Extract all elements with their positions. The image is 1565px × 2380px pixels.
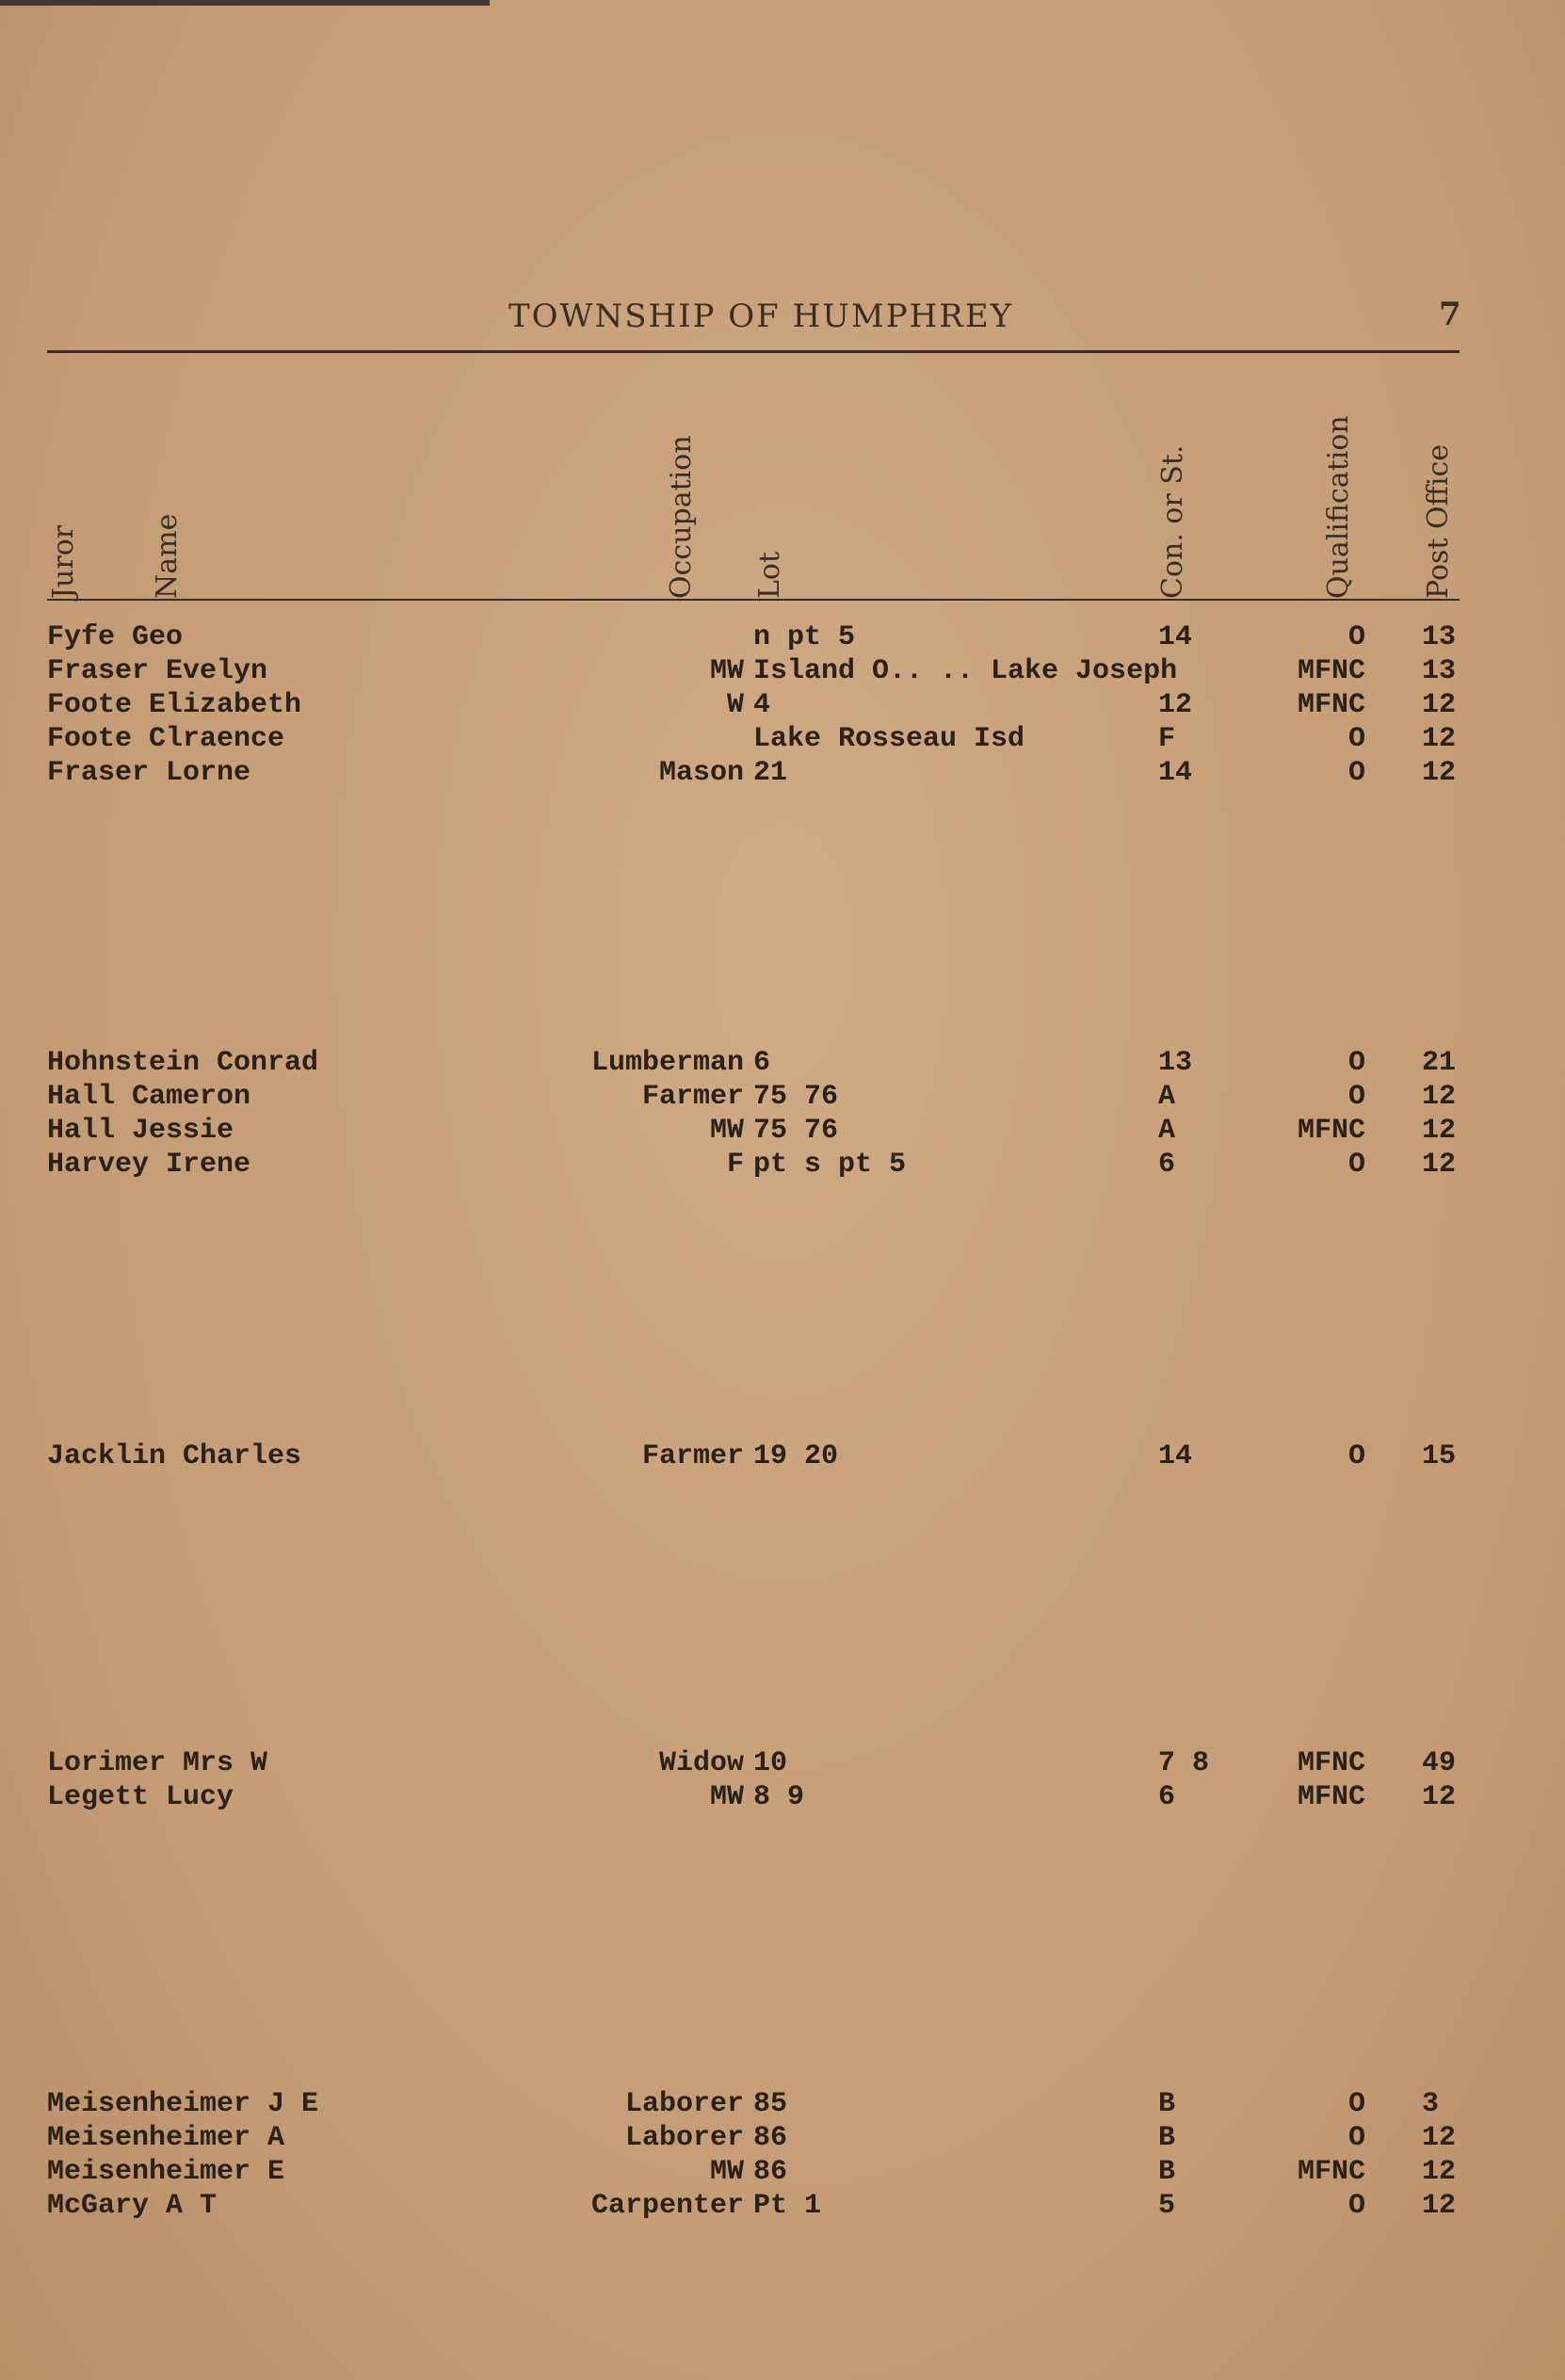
juror-con: 14 [1158,621,1193,653]
juror-occupation: Widow [658,1747,744,1779]
juror-name: Jacklin Charles [47,1440,302,1472]
col-qualification: Qualification [1322,415,1355,599]
header-rule [47,350,1460,353]
juror-name: Fraser Evelyn [47,655,268,687]
juror-lot: 4 [753,689,771,721]
col-juror: Juror [47,524,80,599]
juror-qualification: MFNC [1297,1115,1365,1147]
juror-post-office: 12 [1422,1781,1457,1813]
juror-post-office: 15 [1422,1440,1457,1472]
juror-lot: Pt 1 [753,2190,822,2222]
juror-occupation: Lumberman [590,1047,744,1079]
juror-con: 14 [1158,757,1193,789]
juror-occupation: MW [709,2156,744,2188]
table-row [47,1115,1469,1149]
col-post-office: Post Office [1422,443,1455,599]
table-row [47,1747,1469,1781]
table-row [47,2088,1469,2122]
juror-post-office: 12 [1422,1115,1457,1147]
juror-qualification: O [1347,757,1365,789]
juror-name: Meisenheimer A [47,2122,285,2154]
juror-name: Hall Cameron [47,1081,251,1113]
juror-occupation: Mason [658,757,744,789]
juror-lot: 85 [753,2088,788,2120]
juror-con: F [1158,723,1176,755]
juror-occupation: Laborer [624,2122,744,2154]
juror-con: 12 [1158,689,1193,721]
juror-lot: 8 9 [753,1781,805,1813]
juror-qualification: O [1347,2088,1365,2120]
juror-qualification: MFNC [1297,1781,1365,1813]
juror-occupation: MW [709,1781,744,1813]
juror-post-office: 12 [1422,2156,1457,2188]
table-row [47,2156,1469,2190]
juror-post-office: 12 [1422,1081,1457,1113]
juror-qualification: O [1347,1149,1365,1181]
juror-name: Lorimer Mrs W [47,1747,268,1779]
juror-name: Meisenheimer J E [47,2088,319,2120]
col-occupation: Occupation [665,435,698,599]
juror-lot: 21 [753,757,788,789]
table-row [47,621,1469,655]
table-row [47,757,1469,791]
juror-occupation: W [726,689,744,721]
juror-lot: Lake Rosseau Isd [753,723,1025,755]
table-row [47,723,1469,757]
juror-post-office: 12 [1422,1149,1457,1181]
juror-lot: 75 76 [753,1081,839,1113]
juror-name: Foote Elizabeth [47,689,302,721]
juror-con: 7 8 [1158,1747,1210,1779]
juror-post-office: 12 [1422,757,1457,789]
juror-lot: Island O.. .. Lake Joseph [753,655,1178,687]
juror-post-office: 13 [1422,621,1457,653]
juror-qualification: O [1347,621,1365,653]
table-row [47,2190,1469,2224]
juror-occupation: Farmer [641,1081,744,1113]
juror-lot: 6 [753,1047,771,1079]
page-edge-bar [0,0,490,6]
juror-lot: 10 [753,1747,788,1779]
juror-name: Meisenheimer E [47,2156,285,2188]
col-lot: Lot [753,551,786,599]
juror-qualification: O [1347,1081,1365,1113]
juror-lot: n pt 5 [753,621,856,653]
juror-con: A [1158,1115,1176,1147]
juror-con: B [1158,2156,1176,2188]
juror-name: Legett Lucy [47,1781,234,1813]
juror-post-office: 3 [1422,2088,1440,2120]
juror-post-office: 13 [1422,655,1457,687]
table-row [47,1440,1469,1474]
col-name: Name [151,513,184,599]
juror-qualification: O [1347,2190,1365,2222]
juror-con: A [1158,1081,1176,1113]
juror-qualification: MFNC [1297,2156,1365,2188]
table-row [47,1149,1469,1182]
juror-lot: 86 [753,2122,788,2154]
juror-con: 6 [1158,1781,1176,1813]
juror-occupation: F [726,1149,744,1181]
juror-name: Fyfe Geo [47,621,184,653]
juror-con: 6 [1158,1149,1176,1181]
juror-lot: 75 76 [753,1115,839,1147]
juror-post-office: 12 [1422,723,1457,755]
juror-qualification: O [1347,2122,1365,2154]
table-row [47,689,1469,723]
juror-qualification: O [1347,1047,1365,1079]
page-title: TOWNSHIP OF HUMPHREY [508,298,1014,335]
table-row [47,1047,1469,1081]
page-number: 7 [1439,296,1461,333]
juror-qualification: MFNC [1297,655,1365,687]
juror-post-office: 12 [1422,2190,1457,2222]
juror-con: 5 [1158,2190,1176,2222]
juror-post-office: 12 [1422,2122,1457,2154]
juror-post-office: 12 [1422,689,1457,721]
juror-occupation: Laborer [624,2088,744,2120]
juror-con: 14 [1158,1440,1193,1472]
juror-lot: 86 [753,2156,788,2188]
juror-occupation: MW [709,1115,744,1147]
juror-occupation: Farmer [641,1440,744,1472]
col-con: Con. or St. [1156,444,1189,599]
juror-lot: pt s pt 5 [753,1149,907,1181]
juror-lot: 19 20 [753,1440,839,1472]
juror-qualification: MFNC [1297,1747,1365,1779]
juror-occupation: MW [709,655,744,687]
column-header-rule [47,599,1460,601]
juror-con: B [1158,2122,1176,2154]
juror-name: McGary A T [47,2190,218,2222]
juror-post-office: 21 [1422,1047,1457,1079]
juror-name: Harvey Irene [47,1149,251,1181]
juror-name: Fraser Lorne [47,757,251,789]
juror-qualification: MFNC [1297,689,1365,721]
table-row [47,2122,1469,2156]
table-row [47,1081,1469,1115]
juror-qualification: O [1347,723,1365,755]
table-row [47,1781,1469,1815]
juror-name: Hall Jessie [47,1115,234,1147]
juror-name: Hohnstein Conrad [47,1047,319,1079]
juror-con: B [1158,2088,1176,2120]
juror-occupation: Carpenter [590,2190,744,2222]
juror-name: Foote Clraence [47,723,285,755]
table-row [47,655,1469,689]
juror-post-office: 49 [1422,1747,1457,1779]
juror-qualification: O [1347,1440,1365,1472]
juror-con: 13 [1158,1047,1193,1079]
